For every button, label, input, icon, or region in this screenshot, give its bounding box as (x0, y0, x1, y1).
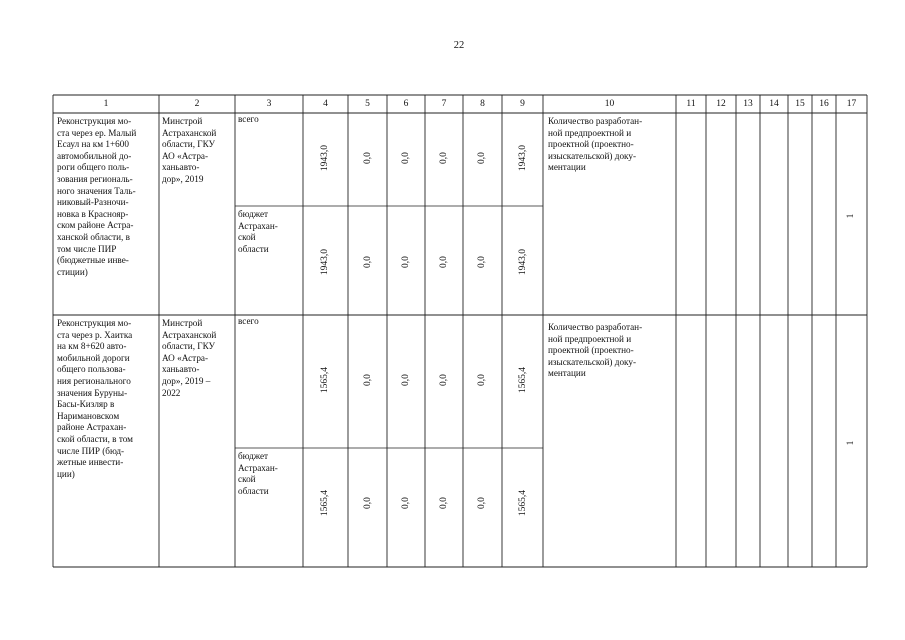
header-col-5: 5 (365, 99, 370, 109)
header-col-14: 14 (769, 99, 779, 109)
header-col-7: 7 (441, 99, 447, 109)
row2-total-col7: 0,0 (439, 374, 449, 386)
row1-budget-col4: 1943,0 (320, 248, 330, 276)
row2-budget-col9: 1565,4 (518, 489, 528, 517)
row2-budget-col5: 0,0 (363, 497, 373, 509)
row1-budget-col8: 0,0 (477, 256, 487, 268)
row2-budget-col6: 0,0 (401, 497, 411, 509)
row2-indicator: Количество разработан- ной предпроектной и проектной (проектно- изыскательской) доку- ментации (548, 322, 643, 379)
row2-total-col9: 1565,4 (518, 366, 528, 394)
header-col-16: 16 (819, 99, 829, 109)
row2-col17: 1 (846, 440, 856, 446)
row2-total-col8: 0,0 (477, 374, 487, 386)
header-col-11: 11 (686, 99, 696, 109)
row1-budget-col6: 0,0 (401, 256, 411, 268)
header-col-13: 13 (743, 99, 753, 109)
row2-object-name: Реконструкция мо- ста через р. Хаитка на км 8+620 авто- мобильной дороги общего пользова- ния регионального значения Буруны- Басы-Кизляр в Наримановском районе Астрахан- ской области, в том числе ПИР (бюд- жетные инвести- ции) (57, 318, 133, 479)
row1-total-col8: 0,0 (477, 152, 487, 164)
row1-total-col6: 0,0 (401, 152, 411, 164)
row1-budget-col7: 0,0 (439, 256, 449, 268)
row2-source-budget: бюджет Астрахан- ской области (238, 451, 278, 496)
row2-budget-col4: 1565,4 (320, 489, 330, 517)
row1-source-total: всего (238, 114, 259, 124)
header-col-8: 8 (480, 99, 485, 109)
row2-total-col5: 0,0 (363, 374, 373, 386)
header-col-17: 17 (846, 99, 857, 109)
row1-total-col5: 0,0 (363, 152, 373, 164)
header-col-15: 15 (795, 99, 805, 109)
header-col-12: 12 (716, 99, 726, 109)
row2-source-total: всего (238, 316, 259, 326)
row1-col17: 1 (846, 213, 856, 219)
row1-total-col9: 1943,0 (518, 144, 528, 172)
row2-executor: Минстрой Астраханской области, ГКУ АО «Астра- ханьавто- дор», 2019 – 2022 (162, 318, 217, 398)
row2-budget-col7: 0,0 (439, 497, 449, 509)
header-col-10: 10 (604, 99, 615, 109)
header-col-1: 1 (103, 99, 109, 109)
row1-executor: Минстрой Астраханской области, ГКУ АО «Астра- ханьавто- дор», 2019 (162, 116, 217, 184)
header-col-6: 6 (403, 99, 409, 109)
row1-indicator: Количество разработан- ной предпроектной и проектной (проектно- изыскательской) доку- ментации (548, 116, 643, 173)
row2-total-col4: 1565,4 (320, 366, 330, 394)
row1-object-name: Реконструкция мо- ста через ер. Малый Есаул на км 1+600 автомобильной до- роги общего поль- зования региональ- ного значения Таль- никовый-Разночи- новка в Краснояр- ском районе Астра- ханской области, в том числе ПИР (бюджетные инве- стиции) (57, 116, 137, 277)
row2-total-col6: 0,0 (401, 374, 411, 386)
row1-budget-col5: 0,0 (363, 256, 373, 268)
header-col-9: 9 (520, 99, 525, 109)
row1-source-budget: бюджет Астрахан- ской области (238, 209, 278, 254)
page-number: 22 (453, 40, 465, 51)
row2-budget-col8: 0,0 (477, 497, 487, 509)
header-col-2: 2 (194, 99, 200, 109)
row1-budget-col9: 1943,0 (518, 248, 528, 276)
row1-total-col4: 1943,0 (320, 144, 330, 172)
row1-total-col7: 0,0 (439, 152, 449, 164)
header-col-3: 3 (266, 99, 272, 109)
header-col-4: 4 (323, 99, 328, 109)
